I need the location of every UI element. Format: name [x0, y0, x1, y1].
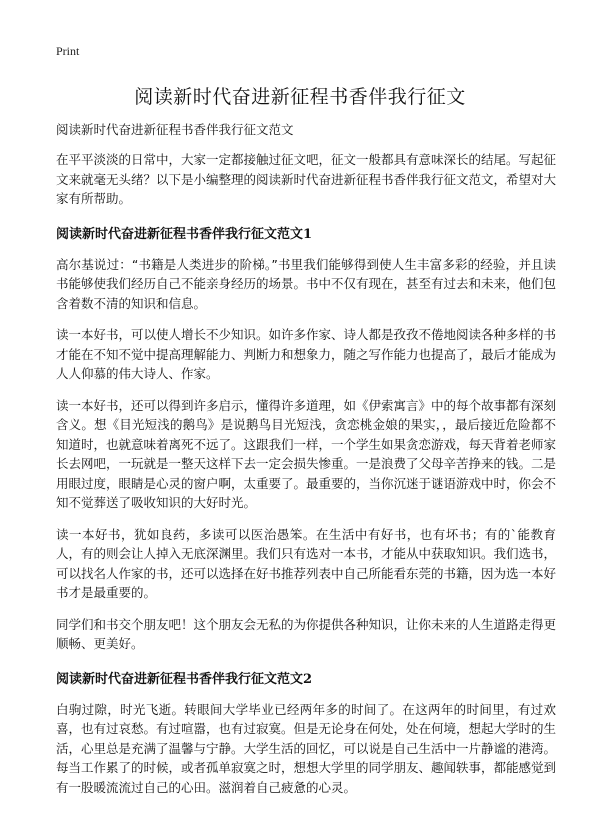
print-link[interactable]: Print: [56, 44, 80, 58]
section1-paragraph-4: 读一本好书，犹如良药，多读可以医治愚笨。在生活中有好书，也有坏书；有的`能教育人，有的则会让人掉入无底深渊里。我们只有选对一本书，才能从中获取知识。我们选书，可以找名人作家的书，还可以选择在好书推荐列表中自己所能看东莞的书籍，因为选一本好书才是最重要的。: [56, 526, 557, 600]
section-heading-1: 阅读新时代奋进新征程书香伴我行征文范文1: [56, 226, 313, 242]
article-body: [56, 120, 556, 809]
section1-paragraph-1: 高尔基说过：“书籍是人类进步的阶梯。”书里我们能够得到使人生丰富多彩的经验，并且读书能够使我们经历自己不能亲身经历的场景。书中不仅有现在，甚至有过去和未来，他们包含着数不清的知识和信息。: [56, 256, 557, 311]
section1-paragraph-3: 读一本好书，还可以得到许多启示，懂得许多道理，如《伊索寓言》中的每个故事都有深刻含义。想《目光短浅的鹅鸟》是说鹅鸟目光短浅，贪恋桃金娘的果实，，最后接近危险都不知道时，也就意味着离死不远了。这跟我们一样，一个学生如果贪恋游戏，每天背着老师家长去网吧，一玩就是一整天这样下去一定会损失惨重。一是浪费了父母辛苦挣来的钱。二是用眼过度，眼睛是心灵的窗户啊，太重要了。最重要的，当你沉迷于谜语游戏中时，你会不知不觉葬送了吸收知识的大好时光。: [56, 397, 557, 510]
section1-paragraph-5: 同学们和书交个朋友吧！这个朋友会无私的为你提供各种知识，让你未来的人生道路走得更顺畅、更美好。: [56, 616, 557, 651]
intro-paragraph: 在平平淡淡的日常中，大家一定都接触过征文吧，征文一般都具有意味深长的结尾。写起征文来就毫无头绪？以下是小编整理的阅读新时代奋进新征程书香伴我行征文范文，希望对大家有所帮助。: [56, 152, 557, 206]
section-heading-2: 阅读新时代奋进新征程书香伴我行征文范文2: [56, 671, 313, 687]
article-subtitle: 阅读新时代奋进新征程书香伴我行征文范文: [56, 122, 294, 137]
section2-paragraph-1: 白驹过隙，时光飞逝。转眼间大学毕业已经两年多的时间了。在这两年的时间里，有过欢喜，也有过哀愁。有过喧嚣，也有过寂寞。但是无论身在何处，处在何境，想起大学时的生活，心里总是充满了温馨与宁静。大学生活的回忆，可以说是自己生活中一片静谧的港湾。每当工作累了的时候，或者孤单寂寞之时，想想大学里的同学朋友、趣闻轶事，都能感觉到有一股暖流流过自己的心田。滋润着自己疲惫的心灵。: [56, 701, 557, 795]
page-title: 阅读新时代奋进新征程书香伴我行征文: [134, 86, 466, 108]
section1-paragraph-2: 读一本好书，可以使人增长不少知识。如许多作家、诗人都是孜孜不倦地阅读各种多样的书才能在不知不觉中提高理解能力、判断力和想象力，随之写作能力也提高了，最后才能成为人人仰慕的伟大诗人、作家。: [56, 327, 557, 381]
